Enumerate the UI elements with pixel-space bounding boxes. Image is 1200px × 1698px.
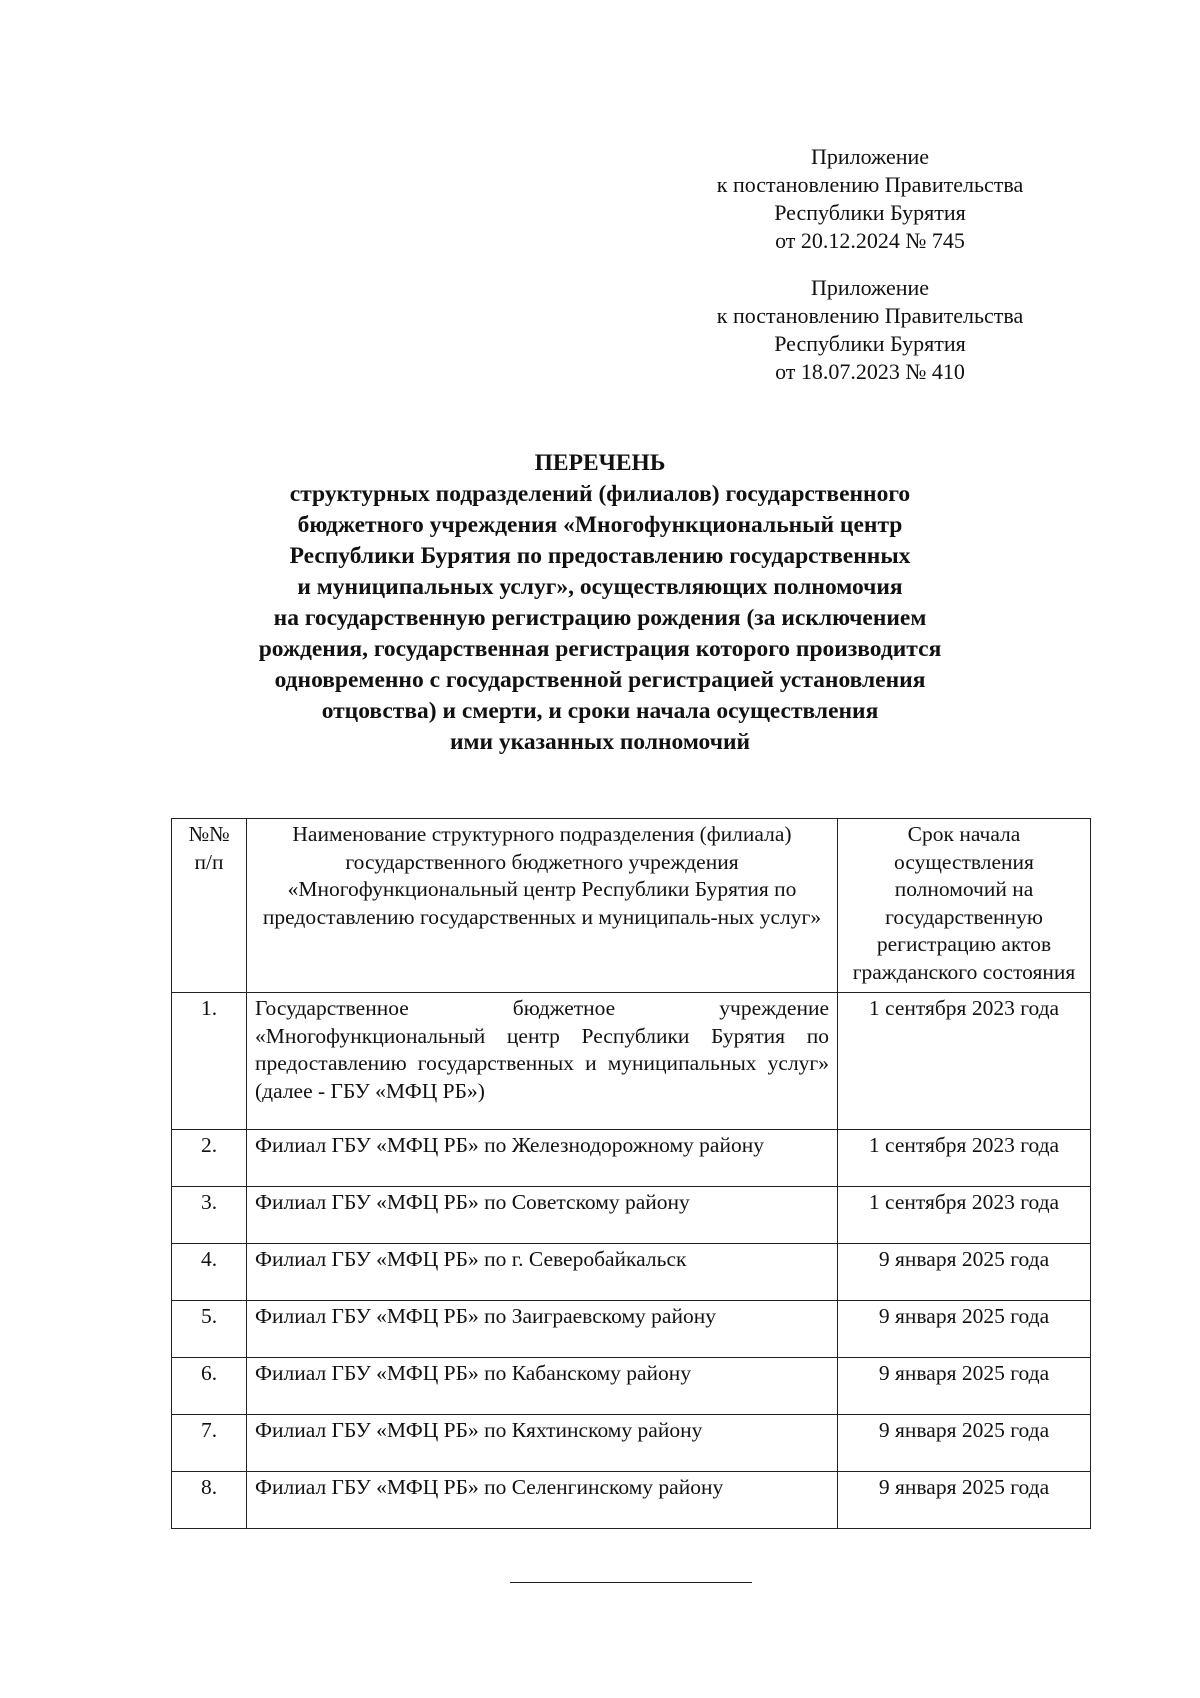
row-date: 1 сентября 2023 года xyxy=(838,1187,1091,1244)
closing-divider xyxy=(510,1582,752,1583)
row-date: 9 января 2025 года xyxy=(838,1244,1091,1301)
title-line: рождения, государственная регистрация которого производится xyxy=(258,636,942,662)
row-number: 1. xyxy=(172,993,247,1130)
title-line: бюджетного учреждения «Многофункциональный центр xyxy=(297,512,903,538)
header-number-line-1: №№ xyxy=(188,822,230,846)
appendix-label: Приложение xyxy=(810,275,930,300)
row-number: 2. xyxy=(172,1130,247,1187)
row-name: Филиал ГБУ «МФЦ РБ» по Селенгинскому району xyxy=(247,1472,838,1529)
row-date: 1 сентября 2023 года xyxy=(838,993,1091,1130)
table-row xyxy=(172,1358,1091,1415)
appendix-reference: к постановлению Правительства xyxy=(716,172,1024,197)
appendix-block-current xyxy=(640,143,1100,255)
table-row xyxy=(172,1187,1091,1244)
title-line: и муниципальных услуг», осуществляющих полномочия xyxy=(297,574,903,600)
title-heading: ПЕРЕЧЕНЬ xyxy=(534,450,666,476)
appendix-republic: Республики Бурятия xyxy=(774,331,966,356)
row-name: Государственное бюджетное учреждение «Многофункциональный центр Республики Бурятия по предоставлению государственных и муниципальных услуг» (далее - ГБУ «МФЦ РБ») xyxy=(247,993,838,1130)
row-name: Филиал ГБУ «МФЦ РБ» по Заиграевскому району xyxy=(247,1301,838,1358)
row-number: 3. xyxy=(172,1187,247,1244)
title-line: ими указанных полномочий xyxy=(449,729,751,755)
header-number-line-2: п/п xyxy=(194,849,224,874)
table-row xyxy=(172,1244,1091,1301)
row-name: Филиал ГБУ «МФЦ РБ» по Железнодорожному району xyxy=(247,1130,838,1187)
appendix-block-original xyxy=(640,274,1100,386)
row-date: 9 января 2025 года xyxy=(838,1358,1091,1415)
row-number: 7. xyxy=(172,1415,247,1472)
row-date: 9 января 2025 года xyxy=(838,1415,1091,1472)
table-row xyxy=(172,1301,1091,1358)
row-number: 6. xyxy=(172,1358,247,1415)
title-line: структурных подразделений (филиалов) государственного xyxy=(289,481,911,507)
header-number xyxy=(172,819,247,993)
table-row xyxy=(172,1130,1091,1187)
row-name: Филиал ГБУ «МФЦ РБ» по г. Северобайкальск xyxy=(247,1244,838,1301)
appendix-reference: к постановлению Правительства xyxy=(716,303,1024,328)
row-name: Филиал ГБУ «МФЦ РБ» по Советскому району xyxy=(247,1187,838,1244)
table-row xyxy=(172,1472,1091,1529)
row-number: 5. xyxy=(172,1301,247,1358)
appendix-republic: Республики Бурятия xyxy=(774,200,966,225)
row-name: Филиал ГБУ «МФЦ РБ» по Кабанскому району xyxy=(247,1358,838,1415)
appendix-date-number: от 18.07.2023 № 410 xyxy=(775,359,965,384)
header-name: Наименование структурного подразделения (филиала) государственного бюджетного учреждения «Многофункциональный центр Республики Бурятия по предоставлению государственных и муниципаль-ных услуг» xyxy=(247,819,838,993)
table-header-row xyxy=(172,819,1091,993)
document-title xyxy=(150,448,1050,758)
row-number: 4. xyxy=(172,1244,247,1301)
title-line: на государственную регистрацию рождения (за исключением xyxy=(273,605,927,631)
branches-table xyxy=(171,818,1091,1529)
header-start-date: Срок начала осуществления полномочий на государственную регистрацию актов гражданского состояния xyxy=(838,819,1091,993)
row-date: 9 января 2025 года xyxy=(838,1472,1091,1529)
row-number: 8. xyxy=(172,1472,247,1529)
table-row xyxy=(172,993,1091,1130)
row-date: 9 января 2025 года xyxy=(838,1301,1091,1358)
title-line: Республики Бурятия по предоставлению государственных xyxy=(289,543,911,569)
table-row xyxy=(172,1415,1091,1472)
title-line: отцовства) и смерти, и сроки начала осуществления xyxy=(321,698,879,724)
title-line: одновременно с государственной регистрацией установления xyxy=(274,667,926,693)
appendix-date-number: от 20.12.2024 № 745 xyxy=(775,228,965,253)
row-date: 1 сентября 2023 года xyxy=(838,1130,1091,1187)
row-name: Филиал ГБУ «МФЦ РБ» по Кяхтинскому району xyxy=(247,1415,838,1472)
appendix-label: Приложение xyxy=(810,144,930,169)
